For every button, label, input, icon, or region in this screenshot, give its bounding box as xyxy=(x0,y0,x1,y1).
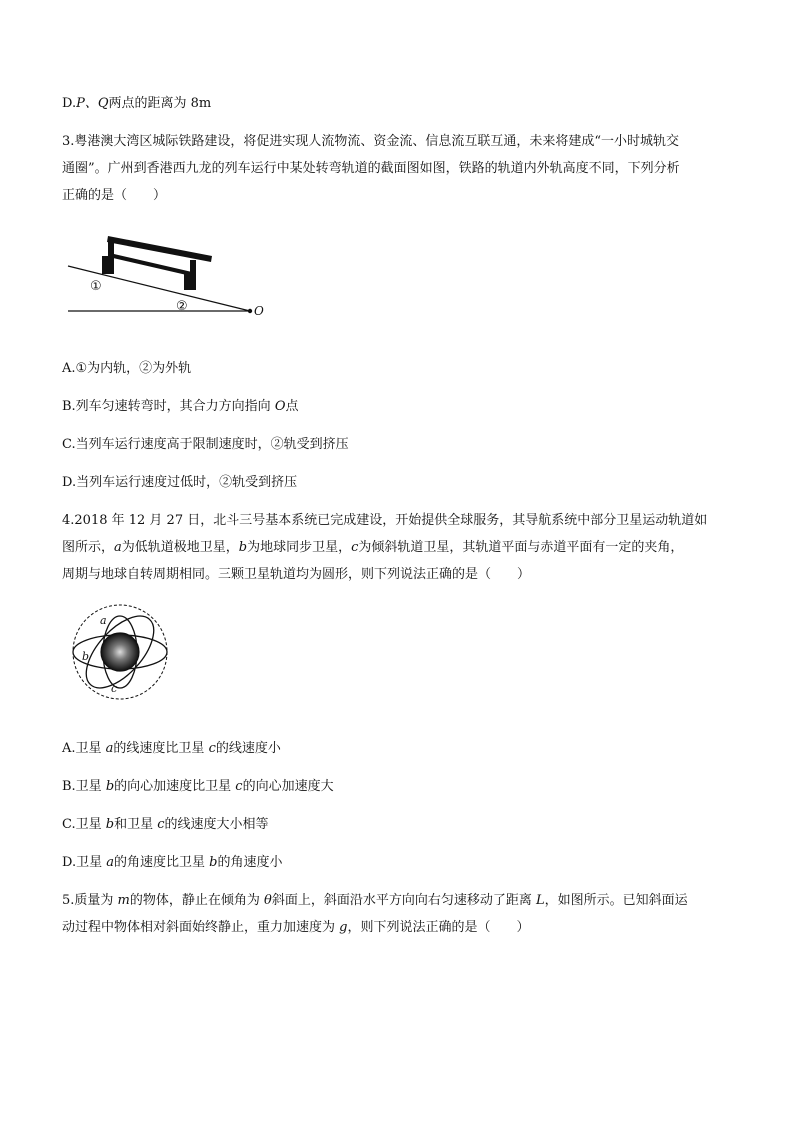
option-text: D.卫星 xyxy=(62,855,107,870)
orbit-label-b: b xyxy=(82,650,90,663)
earth-icon xyxy=(101,633,139,671)
q2-option-d xyxy=(62,92,211,111)
q4-orbit-figure xyxy=(70,602,180,712)
stem-variable: θ xyxy=(264,893,272,908)
q4-stem-line2 xyxy=(62,536,683,555)
option-variable: a xyxy=(105,741,114,756)
stem-text: 为低轨道极地卫星， xyxy=(121,540,239,555)
orbit-label-a: a xyxy=(100,614,107,627)
rail-2-label: ② xyxy=(176,299,188,314)
option-variable: c xyxy=(235,779,243,794)
stem-text: 的物体，静止在倾角为 xyxy=(129,893,265,908)
q4-option-d xyxy=(62,851,282,870)
q3-track-figure xyxy=(62,228,262,328)
option-text: C.卫星 xyxy=(62,817,106,832)
option-text: B.卫星 xyxy=(62,779,106,794)
stem-variable: m xyxy=(117,893,130,908)
train-axle xyxy=(113,254,192,276)
stem-text: 斜面上，斜面沿水平方向向右匀速移动了距离 xyxy=(271,893,536,908)
q3-option-a: A.①为内轨，②为外轨 xyxy=(62,361,192,376)
q3-option-c: C.当列车运行速度高于限制速度时，②轨受到挤压 xyxy=(62,437,349,452)
stem-variable: L xyxy=(535,893,545,908)
option-variable: b xyxy=(105,817,115,832)
q3-option-b xyxy=(62,395,299,414)
rail-2-block xyxy=(184,274,191,290)
rail-1-block xyxy=(102,256,110,274)
rail-1-label: ① xyxy=(90,279,102,294)
option-text: A.卫星 xyxy=(62,741,106,756)
q3-stem-line3: 正确的是（ ） xyxy=(62,188,167,203)
option-variable: c xyxy=(208,741,216,756)
q4-option-b xyxy=(62,775,334,794)
option-text: 点 xyxy=(285,399,299,414)
q5-stem-line2 xyxy=(62,916,529,935)
stem-text: 为倾斜轨道卫星，其轨道平面与赤道平面有一定的夹角， xyxy=(358,540,684,555)
option-text: 的向心加速度比卫星 xyxy=(114,779,236,794)
q5-stem-line1 xyxy=(62,889,688,908)
option-text: 的线速度小 xyxy=(215,741,281,756)
option-text: B.列车匀速转弯时，其合力方向指向 xyxy=(62,399,275,414)
stem-text: 为地球同步卫星， xyxy=(247,540,352,555)
stem-variable: g xyxy=(339,920,348,935)
option-prefix: D. xyxy=(62,96,77,111)
stem-variable: a xyxy=(114,540,122,555)
option-text: 和卫星 xyxy=(114,817,158,832)
stem-text: ，则下列说法正确的是（ ） xyxy=(347,920,530,935)
option-variable: b xyxy=(209,855,218,870)
stem-text: ，如图所示。已知斜面运 xyxy=(544,893,688,908)
option-text: 的角速度比卫星 xyxy=(114,855,210,870)
option-text: 的角速度小 xyxy=(217,855,283,870)
point-o-dot xyxy=(248,309,252,313)
option-text: 两点的距离为 8m xyxy=(108,96,212,111)
q4-option-c xyxy=(62,813,269,832)
option-variable: b xyxy=(105,779,115,794)
stem-text: 动过程中物体相对斜面始终静止，重力加速度为 xyxy=(62,920,340,935)
q4-stem-line3: 周期与地球自转周期相同。三颗卫星轨道均为圆形，则下列说法正确的是（ ） xyxy=(62,567,531,582)
q3-option-d: D.当列车运行速度过低时，②轨受到挤压 xyxy=(62,475,298,490)
option-text: 的线速度大小相等 xyxy=(164,817,269,832)
option-variable: c xyxy=(157,817,165,832)
q4-option-a xyxy=(62,737,281,756)
orbit-label-c: c xyxy=(111,682,118,695)
option-variable: P、Q xyxy=(76,96,109,111)
q3-stem-line2: 通圈”。广州到香港西九龙的列车运行中某处转弯轨道的截面图如图，铁路的轨道内外轨高度不同，下列分析 xyxy=(62,161,680,176)
stem-variable: c xyxy=(351,540,359,555)
q4-stem-line1: 4.2018 年 12 月 27 日，北斗三号基本系统已完成建设，开始提供全球服务，其导航系统中部分卫星运动轨道如 xyxy=(62,513,708,528)
option-variable: a xyxy=(106,855,114,870)
stem-text: 图所示， xyxy=(62,540,115,555)
stem-variable: b xyxy=(238,540,248,555)
q3-stem-line1: 3.粤港澳大湾区城际铁路建设，将促进实现人流物流、资金流、信息流互联互通，未来将建成“一小时城轨交 xyxy=(62,134,680,149)
option-text: 的线速度比卫星 xyxy=(113,741,209,756)
option-text: 的向心加速度大 xyxy=(242,779,334,794)
stem-text: 5.质量为 xyxy=(62,893,118,908)
option-variable: O xyxy=(274,399,286,414)
point-o-label: O xyxy=(254,304,264,318)
